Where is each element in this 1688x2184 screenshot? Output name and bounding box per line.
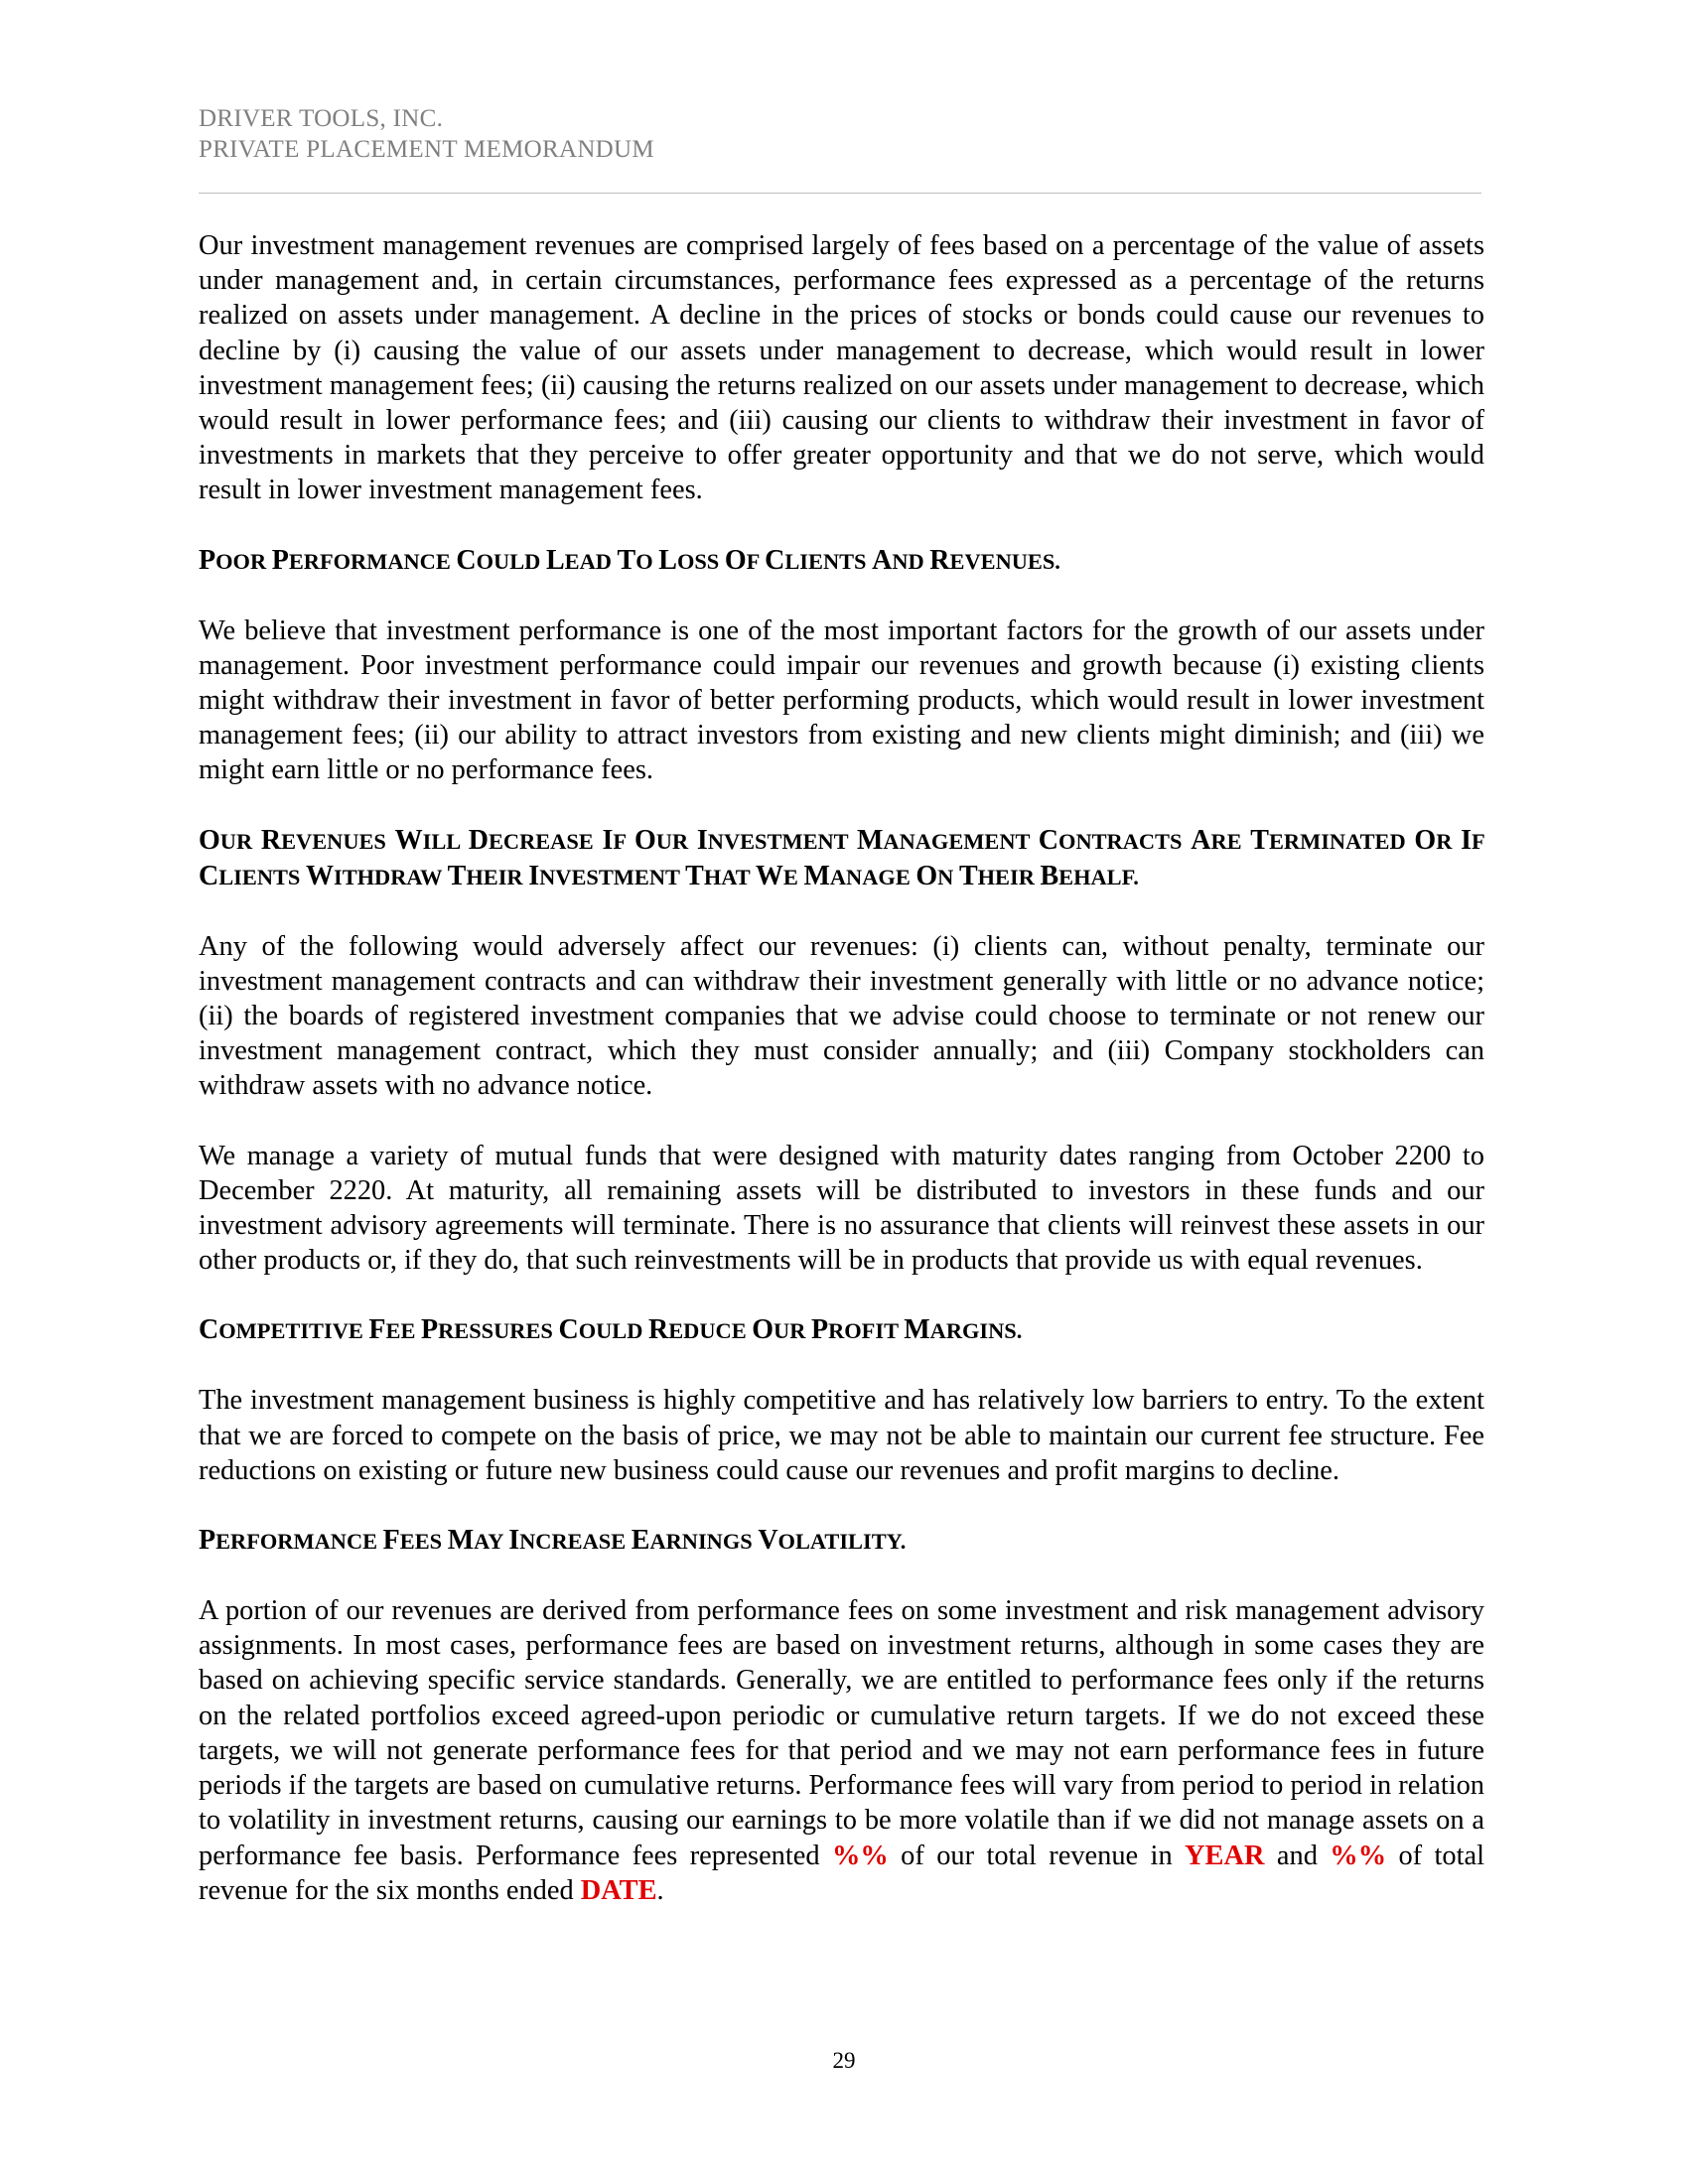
paragraph-text: and [1264,1840,1331,1871]
running-header [199,103,1489,165]
placeholder-percent: %% [1330,1840,1387,1871]
page-number: 29 [832,2048,856,2073]
section-heading: POOR PERFORMANCE COULD LEAD TO LOSS OF CLIENTS AND REVENUES. [199,544,1060,576]
paragraph: Our investment management revenues are comprised largely of fees based on a percentage of the value of assets under management and, in certain circumstances, performance fees expressed as a percentage of the returns realized on assets under management. A decline in the prices of stocks or bonds could cause our revenues to decline by (i) causing the value of our assets under management to decrease, which would result in lower investment management fees; (ii) causing the returns realized on our assets under management to decrease, which would result in lower performance fees; and (iii) causing our clients to withdraw their investment in favor of investments in markets that they perceive to offer greater opportunity and that we do not serve, which would result in lower investment management fees. [199,230,1484,506]
paragraph: The investment management business is highly competitive and has relatively low barriers to entry. To the extent that we are forced to compete on the basis of price, we may not be able to maintain our current fee structure. Fee reductions on existing or future new business could cause our revenues and profit margins to decline. [199,1385,1484,1486]
section-heading: COMPETITIVE FEE PRESSURES COULD REDUCE OUR PROFIT MARGINS. [199,1314,1023,1346]
header-rule [199,193,1481,194]
paragraph-text: of our total revenue in [888,1840,1186,1871]
section-heading: OUR REVENUES WILL DECREASE IF OUR INVESTMENT MANAGEMENT CONTRACTS ARE TERMINATED OR IF CLIENTS WITHDRAW THEIR INVESTMENT THAT WE MANAGE ON THEIR BEHALF. [199,824,1484,891]
paragraph: We manage a variety of mutual funds that were designed with maturity dates ranging from October 2200 to December 2220. At maturity, all remaining assets will be distributed to investors in these funds and our investment advisory agreements will terminate. There is no assurance that clients will reinvest these assets in our other products or, if they do, that such reinvestments will be in products that provide us with equal revenues. [199,1140,1484,1277]
placeholder-percent: %% [831,1840,889,1871]
paragraph-text: of total revenue for the six months ended [199,1840,1484,1906]
paragraph: We believe that investment performance is one of the most important factors for the growth of our assets under management. Poor investment performance could impair our revenues and growth because (i) existing clients might withdraw their investment in favor of better performing products, which would result in lower investment management fees; (ii) our ability to attract investors from existing and new clients might diminish; and (iii) we might earn little or no performance fees. [199,614,1484,786]
placeholder-year: YEAR [1185,1840,1265,1871]
paragraph-text: A portion of our revenues are derived from performance fees on some investment and risk management advisory assignments. In most cases, performance fees are based on investment returns, although in some cases they are based on achieving specific service standards. Generally, we are entitled to performance fees only if the returns on the related portfolios exceed agreed-upon periodic or cumulative return targets. If we do not exceed these targets, we will not generate performance fees for that period and we may not earn performance fees in future periods if the targets are based on cumulative returns. Performance fees will vary from period to period in relation to volatility in investment returns, causing our earnings to be more volatile than if we did not manage assets on a performance fee basis. Performance fees represented [199,1595,1484,1871]
paragraph: Any of the following would adversely affect our revenues: (i) clients can, without penalty, terminate our investment management contracts and can withdraw their investment generally with little or no advance notice; (ii) the boards of registered investment companies that we advise could choose to terminate or not renew our investment management contract, which they must consider annually; and (iii) Company stockholders can withdraw assets with no advance notice. [199,930,1484,1102]
placeholder-date: DATE [580,1874,657,1906]
header-document-type: PRIVATE PLACEMENT MEMORANDUM [199,136,654,163]
page-body [199,228,1484,1943]
header-company: DRIVER TOOLS, INC. [199,105,444,132]
paragraph-text: . [656,1874,664,1906]
paragraph-with-placeholders [199,1593,1484,1908]
section-heading: PERFORMANCE FEES MAY INCREASE EARNINGS VOLATILITY. [199,1525,907,1557]
